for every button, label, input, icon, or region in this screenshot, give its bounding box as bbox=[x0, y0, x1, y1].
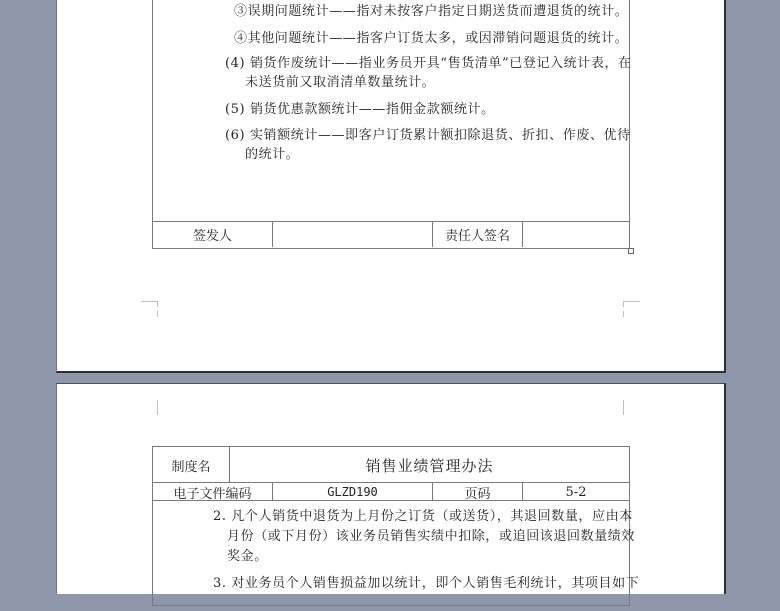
page-number-value: 5-2 bbox=[522, 483, 629, 501]
responsible-signature-field[interactable] bbox=[522, 222, 629, 247]
crop-mark bbox=[157, 400, 158, 415]
crop-mark bbox=[623, 301, 624, 307]
crop-mark bbox=[157, 301, 158, 307]
text-line: (5) 销货优惠款额统计——指佣金款额统计。 bbox=[225, 102, 495, 117]
file-code-value: GLZD190 bbox=[272, 483, 432, 501]
policy-name-row bbox=[153, 447, 629, 483]
text-line: 奖金。 bbox=[227, 549, 268, 564]
text-line: 的统计。 bbox=[245, 147, 300, 162]
file-code-label: 电子文件编码 bbox=[173, 486, 252, 502]
issuer-label: 签发人 bbox=[192, 229, 232, 244]
policy-name-label: 制度名 bbox=[171, 459, 211, 475]
text-line: 2. 凡个人销货中退货为上月份之订货（或送货），其退回数量，应由本 bbox=[213, 509, 633, 524]
text-line: (6) 实销额统计——即客户订货累计额扣除退货、折扣、作废、优待 bbox=[225, 128, 631, 143]
issuer-field[interactable] bbox=[272, 222, 432, 247]
table-resize-handle[interactable] bbox=[628, 248, 634, 254]
text-line: 月份（或下月份）该业务员销售实绩中扣除，或追回该退回数量绩效 bbox=[227, 529, 636, 544]
document-page-2 bbox=[56, 383, 726, 594]
file-code-row bbox=[153, 482, 629, 501]
crop-mark bbox=[157, 311, 158, 317]
document-page-1 bbox=[56, 0, 726, 373]
crop-mark bbox=[623, 311, 624, 317]
responsible-label: 责任人签名 bbox=[432, 222, 522, 247]
policy-body bbox=[153, 500, 640, 611]
signature-row bbox=[153, 221, 629, 247]
text-line: ④其他问题统计——指客户订货太多，或因滞销问题退货的统计。 bbox=[234, 31, 629, 46]
policy-header-table bbox=[152, 446, 640, 606]
text-line: ③误期问题统计——指对未按客户指定日期送货而遭退货的统计。 bbox=[234, 4, 629, 19]
text-line: 3. 对业务员个人销售损益加以统计，即个人销售毛利统计，其项目如下 bbox=[213, 576, 640, 591]
policy-name-title: 销售业绩管理办法 bbox=[229, 447, 629, 483]
crop-mark bbox=[141, 301, 158, 302]
policy-table-body bbox=[152, 0, 630, 249]
crop-mark bbox=[623, 301, 640, 302]
text-line: (4) 销货作废统计——指业务员开具“售货清单”已登记入统计表，在 bbox=[225, 56, 632, 71]
crop-mark bbox=[623, 400, 624, 415]
text-line: 未送货前又取消清单数量统计。 bbox=[245, 75, 436, 90]
page-number-label: 页码 bbox=[432, 483, 522, 501]
